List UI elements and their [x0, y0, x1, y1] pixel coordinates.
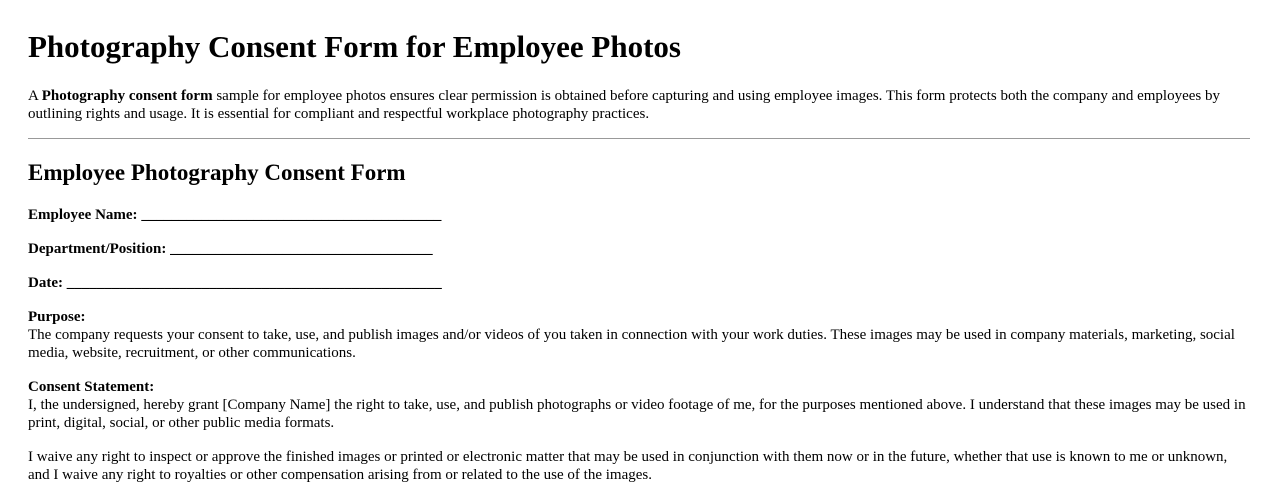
waiver-text: I waive any right to inspect or approve the finished images or printed or electronic matter that may be used in conjunction with them now or in the future, whether that use is known to me or unknown, and I waive any right to royalties or other compensation arising from or related to the use of the images. — [28, 449, 1228, 483]
intro-rest: sample for employee photos ensures clear permission is obtained before capturing and using employee images. This form protects both the company and employees by outlining rights and usage. It is essential for compliant and respectful workplace photography practices. — [28, 88, 1220, 122]
field-label: Department/Position: — [28, 241, 167, 257]
purpose-section — [28, 308, 1250, 362]
field-blank-line: __________________________________________________ — [66, 275, 442, 291]
intro-paragraph — [28, 87, 1250, 123]
field-date — [28, 274, 1250, 292]
consent-text: I, the undersigned, hereby grant [Company Name] the right to take, use, and publish photographs or video footage of me, for the purposes mentioned above. I understand that these images may be used in print, digital, social, or other public media formats. — [28, 397, 1246, 431]
form-heading: Employee Photography Consent Form — [28, 160, 406, 185]
field-label: Date: — [28, 275, 63, 291]
consent-section — [28, 378, 1250, 432]
page-title: Photography Consent Form for Employee Photos — [28, 29, 681, 64]
divider — [28, 138, 1250, 139]
consent-label: Consent Statement: — [28, 379, 155, 395]
field-employee-name — [28, 206, 1250, 224]
purpose-label: Purpose: — [28, 309, 86, 325]
intro-bold-term: Photography consent form — [41, 88, 213, 104]
purpose-text: The company requests your consent to take, use, and publish images and/or videos of you taken in connection with your work duties. These images may be used in company materials, marketing, social media, website, recruitment, or other communications. — [28, 327, 1235, 361]
field-department-position — [28, 240, 1250, 258]
field-label: Employee Name: — [28, 207, 138, 223]
field-blank-line: ___________________________________ — [170, 241, 433, 257]
field-blank-line: ________________________________________ — [141, 207, 442, 223]
intro-prefix: A — [28, 88, 42, 104]
